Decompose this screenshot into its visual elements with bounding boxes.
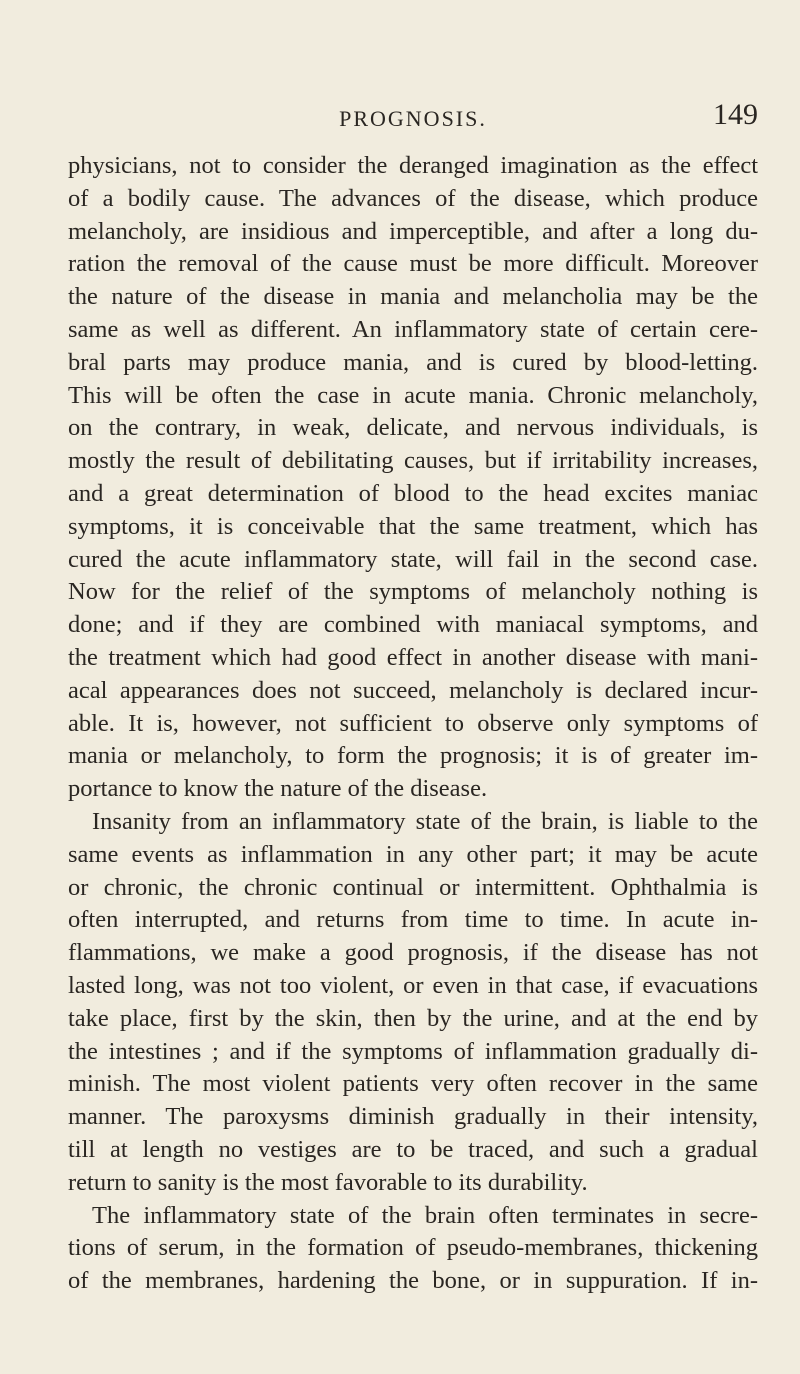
- text-line: Insanity from an inflammatory state of the brain, is liable to the: [92, 807, 758, 835]
- text-line: same events as inflammation in any other part; it may be acute: [68, 840, 758, 868]
- text-line: acal appearances does not succeed, melancholy is declared incur-: [68, 676, 758, 704]
- text-line: The inflammatory state of the brain often terminates in secre-: [92, 1201, 758, 1229]
- text-line: often interrupted, and returns from time to time. In acute in-: [68, 906, 758, 934]
- text-line: till at length no vestiges are to be traced, and such a gradual: [68, 1135, 758, 1163]
- text-line: ration the removal of the cause must be more difficult. Moreover: [68, 250, 758, 278]
- text-line: physicians, not to consider the deranged imagination as the effect: [68, 152, 758, 179]
- text-line: same as well as different. An inflammatory state of certain cere-: [68, 315, 758, 343]
- text-line: This will be often the case in acute mania. Chronic melancholy,: [68, 381, 758, 409]
- text-line: done; and if they are combined with maniacal symptoms, and: [68, 611, 758, 639]
- page-number: 149: [713, 98, 758, 131]
- text-line: flammations, we make a good prognosis, if the disease has not: [68, 939, 758, 967]
- text-line: Now for the relief of the symptoms of melancholy nothing is: [68, 578, 758, 606]
- text-line: return to sanity is the most favorable to its durability.: [68, 1168, 588, 1196]
- text-line: the intestines ; and if the symptoms of inflammation gradually di-: [68, 1037, 758, 1065]
- text-line: mania or melancholy, to form the prognosis; it is of greater im-: [68, 742, 758, 770]
- text-line: the treatment which had good effect in another disease with mani-: [68, 643, 758, 671]
- text-line: symptoms, it is conceivable that the same treatment, which has: [68, 512, 758, 540]
- text-line: of the membranes, hardening the bone, or in suppuration. If in-: [68, 1267, 758, 1295]
- text-line: able. It is, however, not sufficient to observe only symptoms of: [68, 709, 758, 737]
- text-line: lasted long, was not too violent, or even in that case, if evacuations: [68, 971, 758, 999]
- text-line: melancholy, are insidious and imperceptible, and after a long du-: [68, 217, 758, 245]
- text-line: of a bodily cause. The advances of the disease, which produce: [68, 184, 758, 212]
- text-line: tions of serum, in the formation of pseudo-membranes, thickening: [68, 1234, 758, 1262]
- text-line: take place, first by the skin, then by the urine, and at the end by: [68, 1004, 758, 1032]
- text-line: mostly the result of debilitating causes, but if irritability increases,: [68, 447, 758, 475]
- text-line: or chronic, the chronic continual or intermittent. Ophthalmia is: [68, 873, 758, 901]
- text-line: bral parts may produce mania, and is cured by blood-letting.: [68, 348, 758, 376]
- text-line: on the contrary, in weak, delicate, and nervous individuals, is: [68, 414, 758, 442]
- body-text: [68, 150, 758, 1298]
- text-line: portance to know the nature of the disease.: [68, 775, 488, 803]
- running-title: PROGNOSIS.: [339, 106, 487, 131]
- text-line: the nature of the disease in mania and melancholia may be the: [68, 283, 758, 311]
- text-line: manner. The paroxysms diminish gradually in their intensity,: [68, 1103, 758, 1131]
- page-header: [68, 80, 758, 140]
- text-line: minish. The most violent patients very often recover in the same: [68, 1070, 758, 1098]
- text-line: and a great determination of blood to the head excites maniac: [68, 479, 758, 507]
- text-line: cured the acute inflammatory state, will fail in the second case.: [68, 545, 758, 573]
